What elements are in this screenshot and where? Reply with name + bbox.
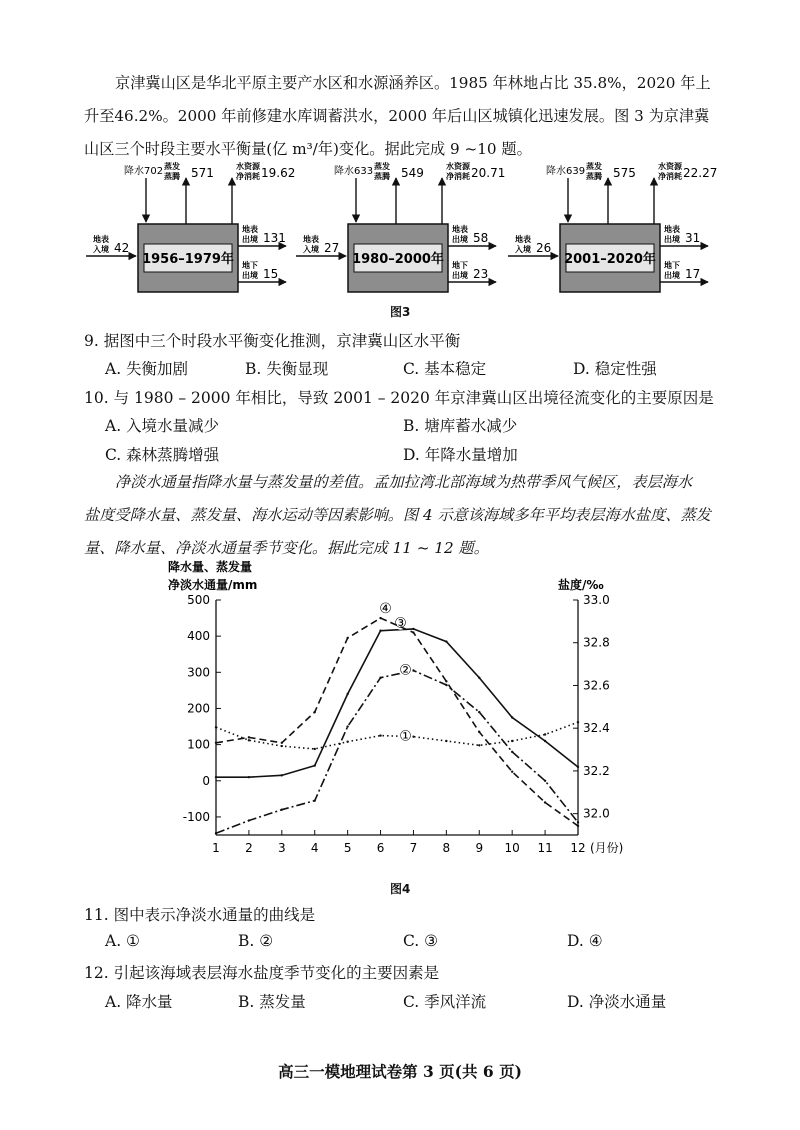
series-1-point [281, 745, 283, 747]
question-9-stem: 9. 据图中三个时段水平衡变化推测，京津冀山区水平衡 [84, 332, 461, 350]
series-4-point [577, 825, 579, 827]
x-tick-label: 1 [212, 841, 220, 855]
series-3-point [577, 766, 579, 768]
wr-label-2: 净消耗 [658, 172, 682, 181]
gout-label-1: 地下 [242, 261, 258, 270]
series-1-point [379, 734, 381, 736]
x-tick-label: 12 [570, 841, 586, 855]
water-balance-group-1 [86, 161, 295, 292]
series-4-label: ④ [379, 601, 392, 618]
q10-option-c[interactable]: C. 森林蒸腾增强 [105, 446, 220, 464]
q10-option-a[interactable]: A. 入境水量减少 [105, 417, 220, 435]
series-1-label: ① [399, 728, 412, 745]
groundwater-outflow-value: 15 [263, 267, 279, 281]
series-2-point [412, 669, 414, 671]
right-tick-label: 32.4 [583, 721, 610, 736]
intro2-line-2: 盐度受降水量、蒸发量、海水运动等因素影响。图 4 示意该海域多年平均表层海水盐度、蒸发 [84, 506, 711, 524]
period-label: 1980–2000年 [352, 252, 444, 267]
left-tick-label: 0 [202, 773, 210, 788]
right-tick-label: 32.0 [583, 806, 610, 821]
evapotranspiration-value: 575 [613, 166, 636, 180]
series-1-point [215, 726, 217, 728]
q9-option-b[interactable]: B. 失衡显现 [245, 360, 329, 378]
series-1-point [314, 748, 316, 750]
series-2-point [577, 821, 579, 823]
series-3-point [248, 776, 250, 778]
evapotranspiration-value: 549 [401, 166, 424, 180]
q12-option-d[interactable]: D. 净淡水通量 [567, 993, 667, 1011]
groundwater-outflow-value: 23 [473, 267, 489, 281]
evap-label-1: 蒸发 [164, 162, 180, 171]
series-2-point [215, 832, 217, 834]
evap-label-2: 蒸腾 [586, 172, 602, 181]
x-tick-label: 8 [442, 841, 451, 855]
precipitation-value: 降水639 [546, 166, 586, 177]
left-tick-label: -100 [182, 809, 210, 824]
wr-label-1: 水资源 [658, 162, 682, 171]
series-1-point [544, 733, 546, 735]
series-4-point [248, 736, 250, 738]
series-4-point [511, 771, 513, 773]
q10-option-b[interactable]: B. 塘库蓄水减少 [403, 417, 518, 435]
q11-option-b[interactable]: B. ② [238, 932, 274, 950]
sout-label-1: 地表 [242, 225, 258, 234]
surface-outflow-value: 131 [263, 231, 286, 245]
series-2-point [314, 799, 316, 801]
series-3-point [445, 640, 447, 642]
q12-option-a[interactable]: A. 降水量 [105, 993, 173, 1011]
water-consumption-value: 20.71 [471, 166, 506, 180]
wr-label-1: 水资源 [236, 162, 260, 171]
gout-label-2: 出境 [664, 271, 680, 280]
series-2-point [379, 677, 381, 679]
q11-option-a[interactable]: A. ① [105, 932, 140, 950]
question-12-stem: 12. 引起该海域表层海水盐度季节变化的主要因素是 [84, 964, 440, 982]
intro1-line-1: 京津冀山区是华北平原主要产水区和水源涵养区。1985 年林地占比 35.8%，2020 年上 [115, 74, 711, 92]
x-tick-label: 4 [310, 841, 319, 855]
figure-3-water-balance-diagram [80, 158, 720, 298]
series-4-point [346, 637, 348, 639]
series-line-3 [216, 629, 578, 777]
x-tick-label: 7 [409, 841, 418, 855]
x-tick-label: 5 [343, 841, 352, 855]
figure-4-chart [150, 560, 670, 870]
sout-label-1: 地表 [664, 225, 680, 234]
series-2-point [544, 780, 546, 782]
sout-label-1: 地表 [452, 225, 468, 234]
water-balance-group-2 [296, 161, 505, 292]
surface-outflow-value: 58 [473, 231, 489, 245]
evap-label-1: 蒸发 [374, 162, 390, 171]
evap-label-1: 蒸发 [586, 162, 602, 171]
series-3-point [412, 628, 414, 630]
surface-inflow-value: 26 [536, 241, 552, 255]
series-1-point [412, 735, 414, 737]
series-1-point [248, 739, 250, 741]
x-tick-label: 3 [277, 841, 286, 855]
intro-paragraph-2 [84, 466, 736, 565]
sin-label-2: 入境 [303, 245, 319, 254]
evap-label-2: 蒸腾 [374, 172, 390, 181]
sin-label-1: 地表 [303, 235, 319, 244]
q10-option-d[interactable]: D. 年降水量增加 [403, 446, 518, 464]
water-consumption-value: 19.62 [261, 166, 296, 180]
q9-option-a[interactable]: A. 失衡加剧 [105, 360, 189, 378]
series-4-point [478, 731, 480, 733]
question-11-stem: 11. 图中表示净淡水通量的曲线是 [84, 906, 316, 924]
left-tick-label: 200 [187, 701, 210, 716]
series-2-point [478, 711, 480, 713]
right-tick-label: 32.2 [583, 763, 610, 778]
intro2-line-3: 量、降水量、净淡水通量季节变化。据此完成 11 ~ 12 题。 [84, 539, 489, 557]
sin-label-1: 地表 [93, 235, 109, 244]
series-2-point [346, 725, 348, 727]
q11-option-d[interactable]: D. ④ [567, 932, 603, 950]
page-footer: 高三一模地理试卷第 3 页(共 6 页) [278, 1062, 522, 1081]
right-tick-label: 32.8 [583, 635, 610, 650]
series-4-point [281, 742, 283, 744]
period-label: 2001–2020年 [564, 252, 656, 267]
water-consumption-value: 22.27 [683, 166, 718, 180]
sin-label-2: 入境 [93, 245, 109, 254]
precipitation-value: 降水702 [124, 166, 164, 177]
intro2-line-1: 净淡水通量指降水量与蒸发量的差值。孟加拉湾北部海域为热带季风气候区，表层海水 [115, 473, 693, 491]
sout-label-2: 出境 [664, 235, 680, 244]
surface-inflow-value: 27 [324, 241, 340, 255]
left-tick-label: 100 [187, 737, 210, 752]
x-tick-label: 10 [504, 841, 520, 855]
series-4-point [379, 617, 381, 619]
series-2-point [445, 684, 447, 686]
wr-label-2: 净消耗 [446, 172, 470, 181]
left-axis-label-line-2: 净淡水通量/mm [168, 578, 258, 592]
series-1-point [478, 744, 480, 746]
sout-label-2: 出境 [452, 235, 468, 244]
x-tick-label: 11 [537, 841, 553, 855]
x-tick-label: 2 [245, 841, 253, 855]
left-tick-label: 400 [187, 629, 210, 644]
q11-option-c[interactable]: C. ③ [403, 932, 439, 950]
series-3-point [544, 740, 546, 742]
series-line-2 [216, 671, 578, 834]
gout-label-1: 地下 [452, 261, 468, 270]
right-tick-label: 32.6 [583, 678, 610, 693]
x-axis-unit: (月份) [590, 841, 624, 855]
evap-label-2: 蒸腾 [164, 172, 180, 181]
intro1-line-2: 升至46.2%。2000 年前修建水库调蓄洪水，2000 年后山区城镇化迅速发展。图 3 为京津冀 [84, 107, 710, 125]
q9-option-c[interactable]: C. 基本稳定 [403, 360, 487, 378]
series-3-label: ③ [394, 615, 407, 632]
series-1-point [511, 740, 513, 742]
surface-outflow-value: 31 [685, 231, 701, 245]
series-4-point [314, 711, 316, 713]
q12-option-b[interactable]: B. 蒸发量 [238, 993, 306, 1011]
figure-4-caption: 图4 [390, 882, 411, 896]
q9-option-d[interactable]: D. 稳定性强 [573, 360, 657, 378]
sout-label-2: 出境 [242, 235, 258, 244]
series-1-point [577, 721, 579, 723]
intro1-line-3: 山区三个时段主要水平衡量(亿 m³/年)变化。据此完成 9 ~10 题。 [84, 140, 532, 158]
wr-label-1: 水资源 [446, 162, 470, 171]
series-2-point [511, 751, 513, 753]
sin-label-1: 地表 [515, 235, 531, 244]
figure-3-caption: 图3 [390, 305, 411, 319]
series-line-4 [216, 615, 578, 826]
series-2-label: ② [399, 662, 412, 679]
right-tick-label: 33.0 [583, 593, 610, 607]
gout-label-2: 出境 [452, 271, 468, 280]
question-10-stem: 10. 与 1980 – 2000 年相比，导致 2001 – 2020 年京津冀山区出境径流变化的主要原因是 [84, 389, 714, 407]
series-3-point [346, 693, 348, 695]
left-tick-label: 500 [187, 593, 210, 607]
intro-paragraph-1 [84, 67, 736, 166]
evapotranspiration-value: 571 [191, 166, 214, 180]
series-4-point [445, 680, 447, 682]
series-3-point [511, 716, 513, 718]
right-axis-label: 盐度/‰ [558, 578, 604, 592]
series-3-point [215, 776, 217, 778]
series-4-point [412, 631, 414, 633]
groundwater-outflow-value: 17 [685, 267, 701, 281]
series-2-point [248, 819, 250, 821]
series-3-point [281, 774, 283, 776]
left-axis-label-line-1: 降水量、蒸发量 [168, 560, 253, 574]
gout-label-2: 出境 [242, 271, 258, 280]
series-1-point [346, 741, 348, 743]
gout-label-1: 地下 [664, 261, 680, 270]
q12-option-c[interactable]: C. 季风洋流 [403, 993, 487, 1011]
series-3-point [478, 677, 480, 679]
series-3-point [379, 630, 381, 632]
x-tick-label: 9 [475, 841, 484, 855]
series-4-point [215, 742, 217, 744]
precipitation-value: 降水633 [334, 166, 374, 177]
surface-inflow-value: 42 [114, 241, 130, 255]
series-2-point [281, 808, 283, 810]
series-3-point [314, 764, 316, 766]
left-tick-label: 300 [187, 665, 210, 680]
series-1-point [445, 740, 447, 742]
x-tick-label: 6 [376, 841, 385, 855]
water-balance-group-3 [508, 161, 717, 292]
period-label: 1956–1979年 [142, 252, 234, 267]
wr-label-2: 净消耗 [236, 172, 260, 181]
sin-label-2: 入境 [515, 245, 531, 254]
series-4-point [544, 801, 546, 803]
